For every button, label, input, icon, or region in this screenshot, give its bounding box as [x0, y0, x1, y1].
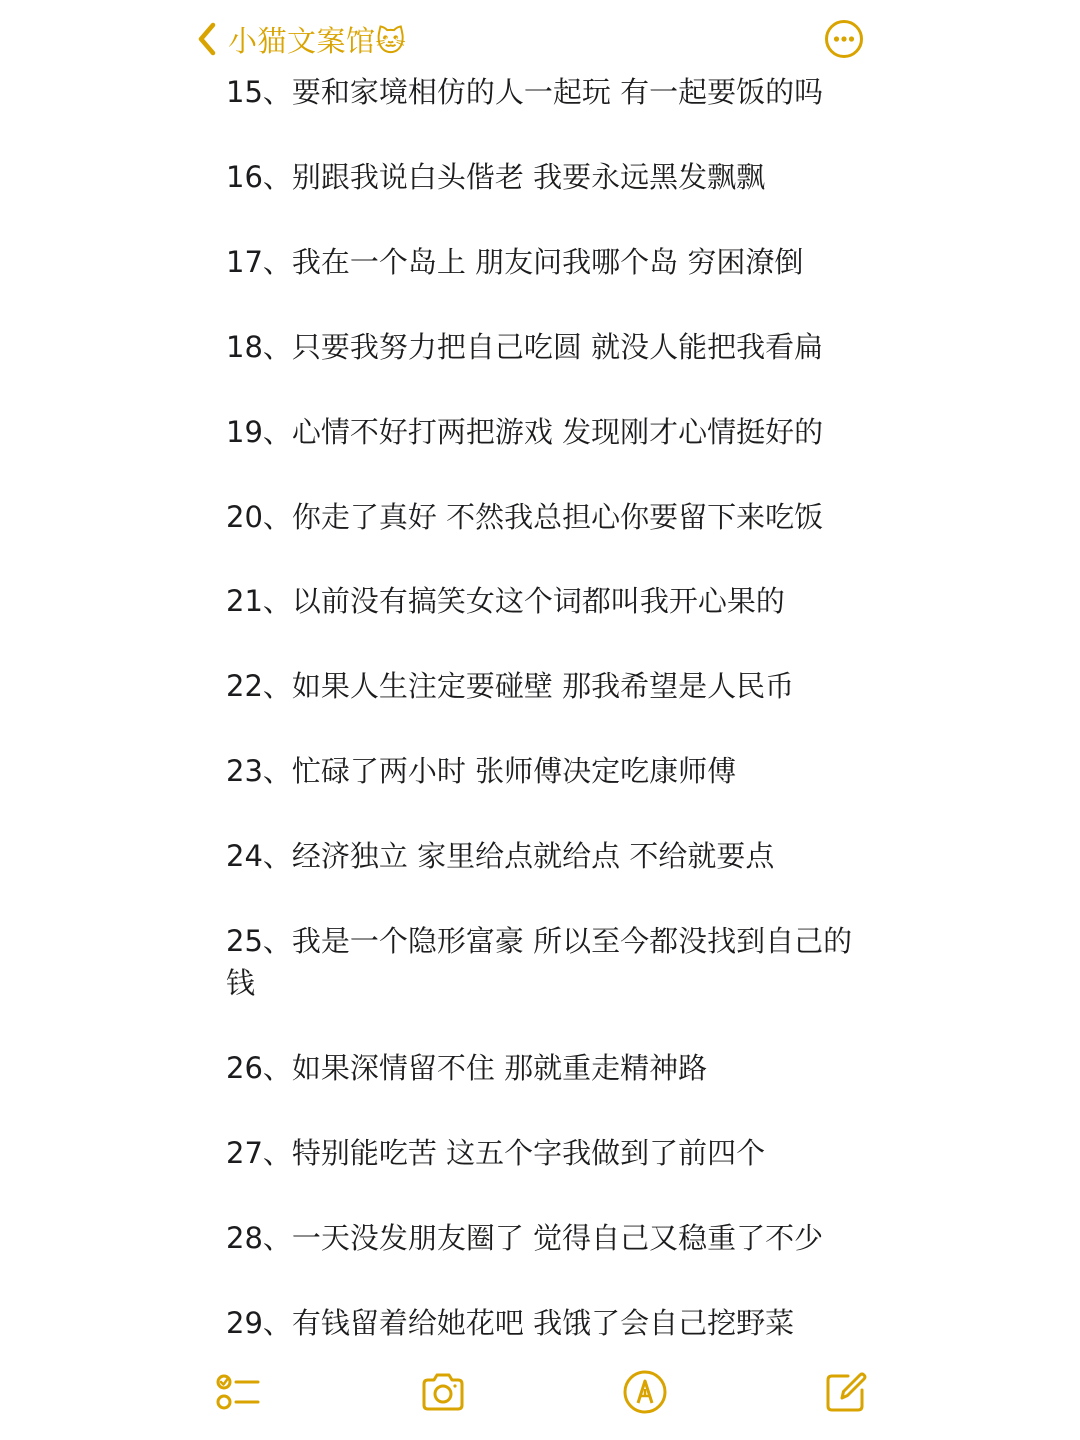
note-line: 18、只要我努力把自己吃圆 就没人能把我看扁: [226, 330, 824, 364]
note-line: 27、特别能吃苦 这五个字我做到了前四个: [226, 1136, 766, 1170]
note-line: 26、如果深情留不住 那就重走精神路: [226, 1051, 708, 1085]
note-line: 19、心情不好打两把游戏 发现刚才心情挺好的: [226, 415, 824, 449]
note-line: 25、我是一个隐形富豪 所以至今都没找到自己的钱: [226, 924, 853, 1000]
note-line: 20、你走了真好 不然我总担心你要留下来吃饭: [226, 500, 824, 534]
compose-button[interactable]: [822, 1368, 870, 1416]
more-options-button[interactable]: [824, 19, 864, 59]
note-line: 17、我在一个岛上 朋友问我哪个岛 穷困潦倒: [226, 245, 804, 279]
note-line: 28、一天没发朋友圈了 觉得自己又稳重了不少: [226, 1221, 824, 1255]
note-line: 24、经济独立 家里给点就给点 不给就要点: [226, 839, 775, 873]
markup-pen-icon: [621, 1368, 669, 1416]
note-line: 16、别跟我说白头偕老 我要永远黑发飘飘: [226, 160, 766, 194]
note-line: 21、以前没有搞笑女这个词都叫我开心果的: [226, 584, 785, 618]
camera-button[interactable]: [419, 1368, 467, 1416]
navigation-bar: [0, 0, 1080, 80]
note-line: 29、有钱留着给她花吧 我饿了会自己挖野菜: [226, 1306, 795, 1340]
compose-icon: [822, 1368, 870, 1416]
back-button[interactable]: [196, 14, 406, 64]
bottom-toolbar: [0, 1360, 1080, 1430]
note-line: 15、要和家境相仿的人一起玩 有一起要饭的吗: [226, 75, 824, 109]
markup-button[interactable]: [621, 1368, 669, 1416]
camera-icon: [419, 1368, 467, 1416]
back-label: 小猫文案馆🐱: [228, 23, 407, 58]
checklist-button[interactable]: [214, 1368, 262, 1416]
ellipsis-circle-icon: [824, 44, 864, 63]
note-line: 23、忙碌了两小时 张师傅决定吃康师傅: [226, 754, 737, 788]
note-line: 22、如果人生注定要碰壁 那我希望是人民币: [226, 669, 795, 703]
chevron-left-icon: [196, 21, 218, 57]
checklist-icon: [214, 1368, 262, 1416]
